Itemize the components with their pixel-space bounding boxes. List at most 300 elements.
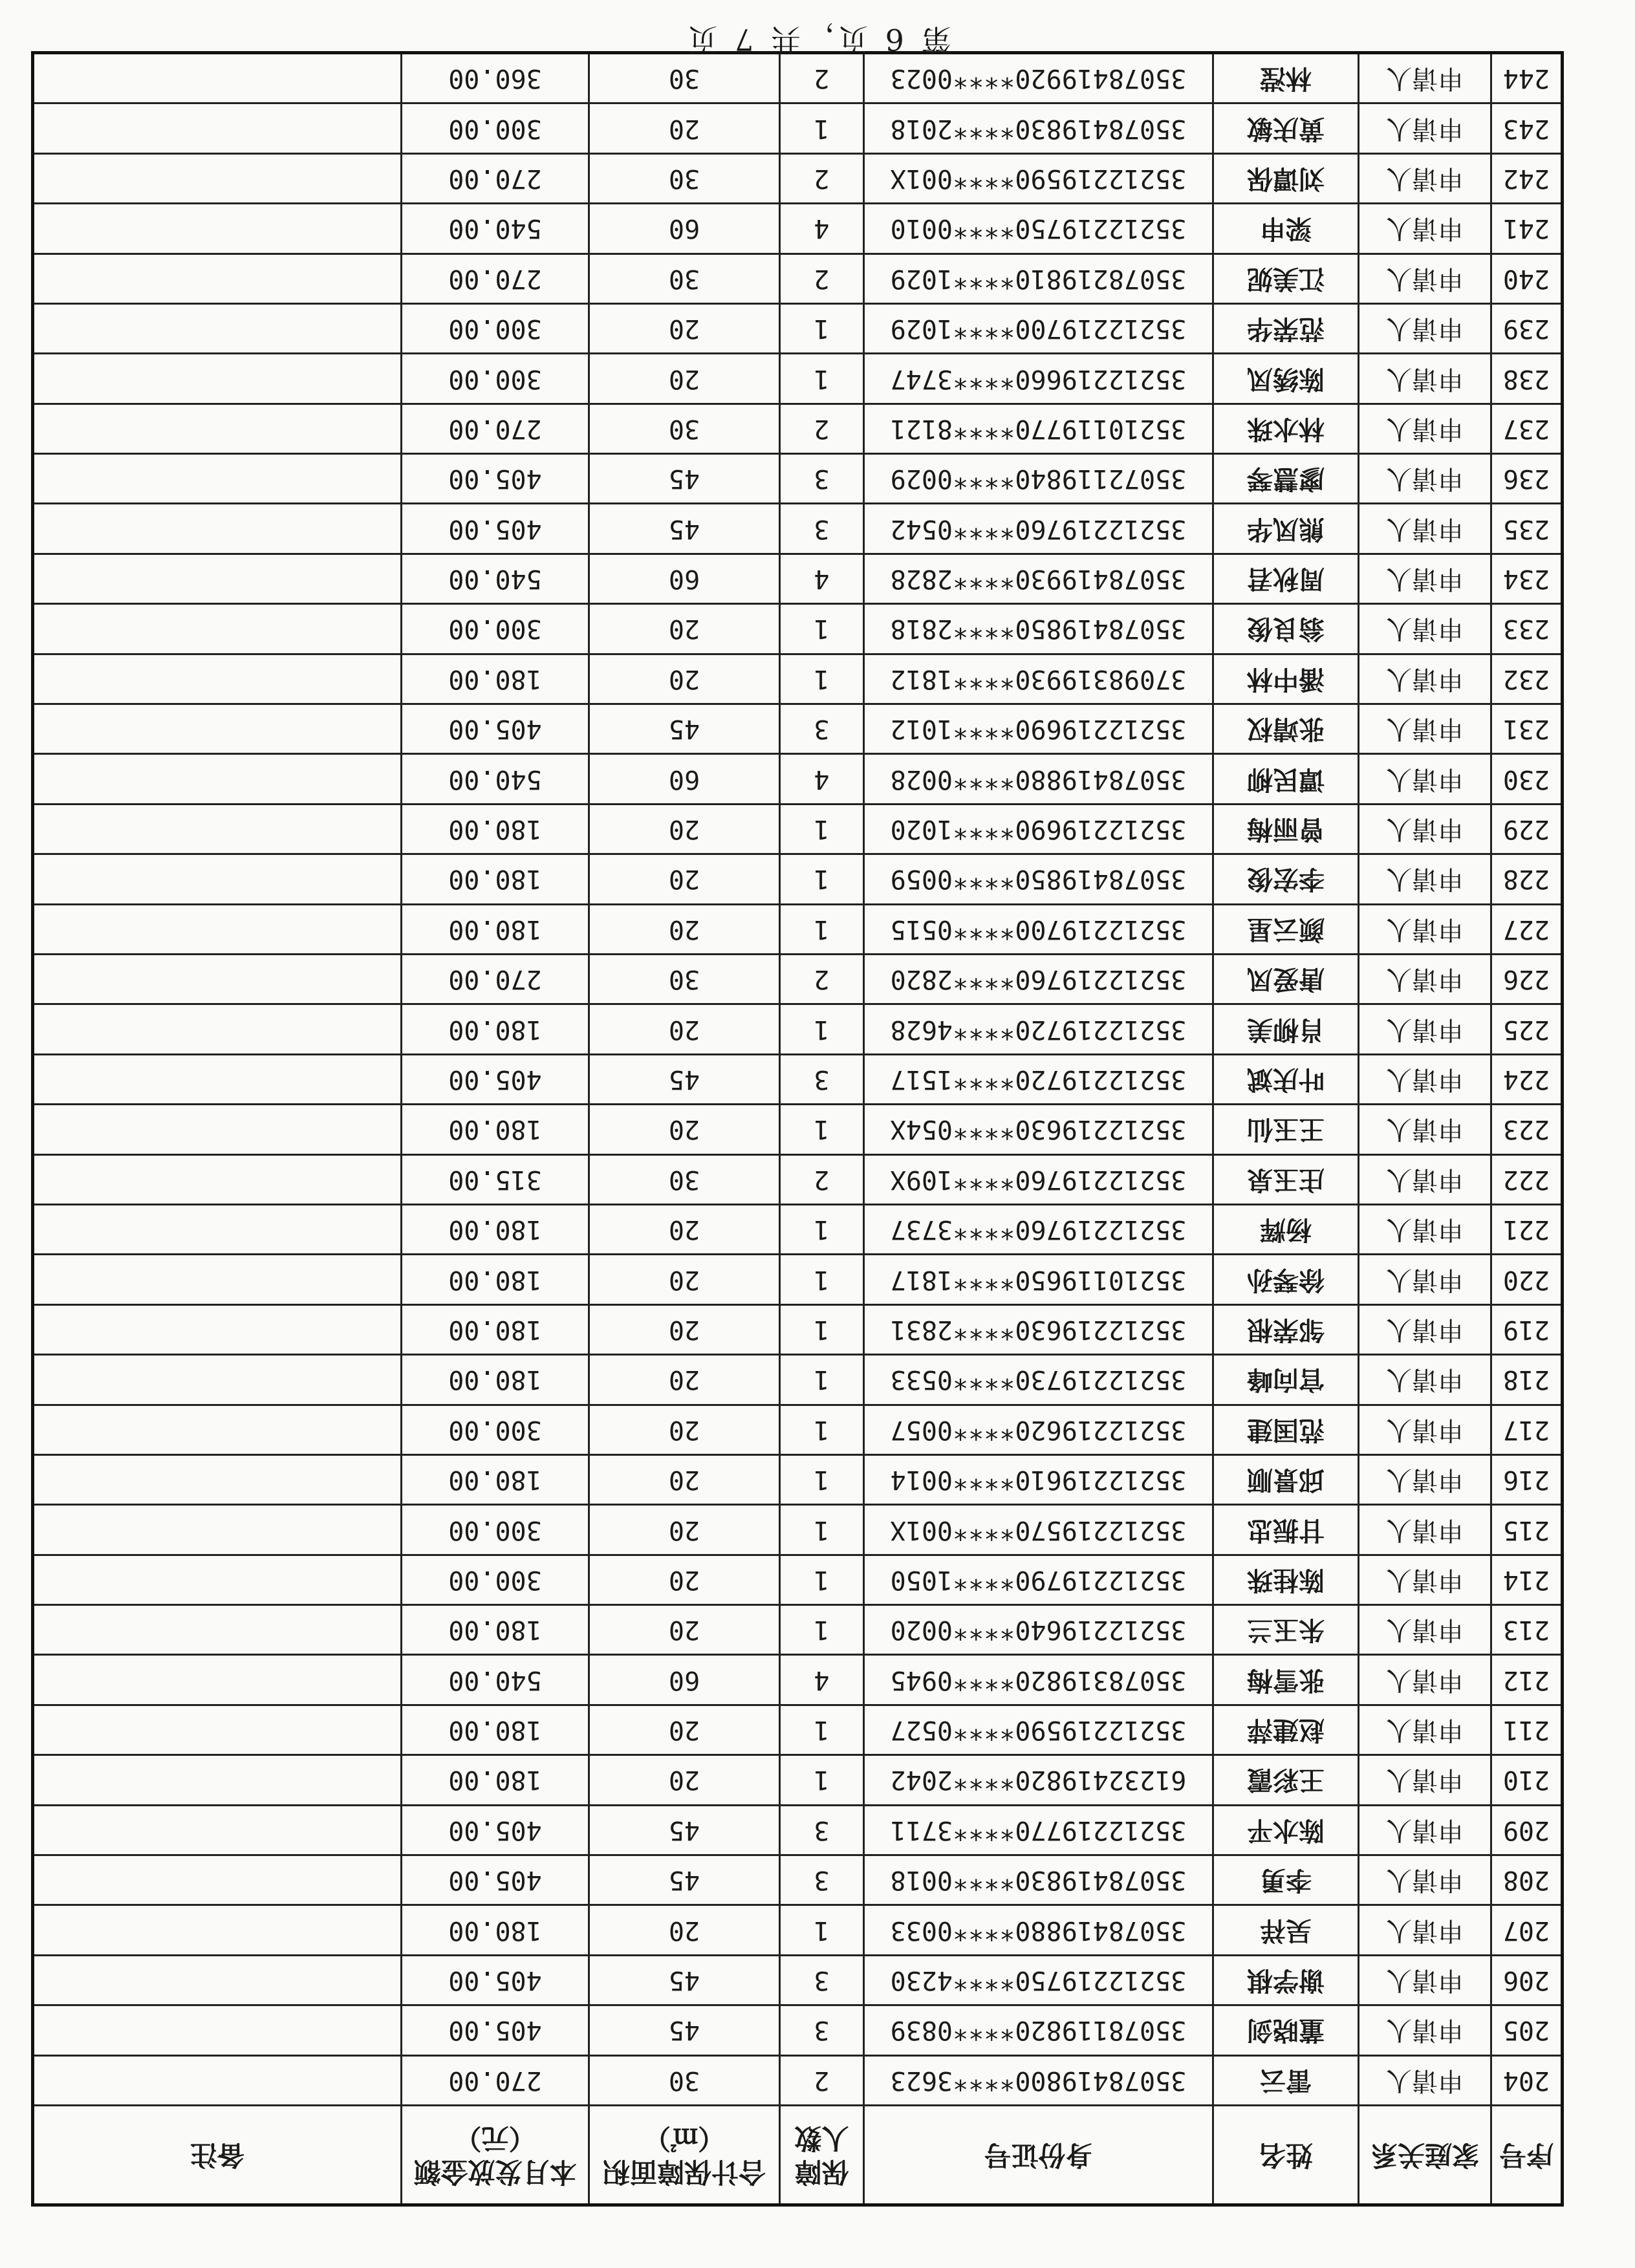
cell-amount: 405.00 — [402, 504, 589, 554]
cell-amount: 270.00 — [402, 153, 589, 203]
table-body — [33, 52, 1563, 2105]
cell-name: 林水珠 — [1213, 404, 1359, 453]
cell-seq: 206 — [1491, 1955, 1563, 2005]
cell-name: 赵建萍 — [1213, 1705, 1359, 1755]
cell-relation: 申请人 — [1359, 1705, 1491, 1755]
cell-seq: 228 — [1491, 854, 1563, 904]
cell-remark — [33, 354, 402, 404]
cell-id-number: 35212219630****2831 — [864, 1304, 1213, 1354]
cell-persons: 3 — [780, 1855, 864, 1905]
cell-id-number: 35212219610****0014 — [864, 1454, 1213, 1504]
cell-seq: 215 — [1491, 1505, 1563, 1555]
cell-area: 30 — [589, 153, 780, 203]
cell-amount: 180.00 — [402, 654, 589, 704]
cell-amount: 405.00 — [402, 704, 589, 754]
cell-area: 30 — [589, 955, 780, 1004]
cell-persons: 1 — [780, 1255, 864, 1304]
cell-seq: 236 — [1491, 454, 1563, 504]
cell-name: 潘中林 — [1213, 654, 1359, 704]
cell-amount: 300.00 — [402, 103, 589, 153]
cell-remark — [33, 1705, 402, 1755]
header-seq: 序号 — [1491, 2106, 1563, 2205]
cell-name: 雷云 — [1213, 2055, 1359, 2105]
cell-relation: 申请人 — [1359, 52, 1491, 103]
cell-name: 谭民柳 — [1213, 754, 1359, 804]
cell-area: 60 — [589, 204, 780, 254]
cell-seq: 243 — [1491, 103, 1563, 153]
cell-persons: 2 — [780, 52, 864, 103]
cell-amount: 180.00 — [402, 1454, 589, 1504]
cell-seq: 205 — [1491, 2005, 1563, 2055]
cell-remark — [33, 1454, 402, 1504]
cell-persons: 4 — [780, 1655, 864, 1705]
cell-name: 张雪梅 — [1213, 1655, 1359, 1705]
cell-remark — [33, 1054, 402, 1104]
cell-id-number: 35212219570****001X — [864, 1505, 1213, 1555]
cell-remark — [33, 1605, 402, 1655]
cell-seq: 232 — [1491, 654, 1563, 704]
cell-seq: 211 — [1491, 1705, 1563, 1755]
cell-amount: 405.00 — [402, 1805, 589, 1855]
table-row — [33, 904, 1563, 954]
table-row — [33, 1605, 1563, 1655]
header-remark: 备注 — [33, 2106, 402, 2205]
cell-area: 20 — [589, 1304, 780, 1354]
cell-seq: 204 — [1491, 2055, 1563, 2105]
cell-relation: 申请人 — [1359, 303, 1491, 353]
cell-relation: 申请人 — [1359, 1555, 1491, 1604]
cell-area: 20 — [589, 1004, 780, 1054]
cell-persons: 1 — [780, 1454, 864, 1504]
cell-remark — [33, 1755, 402, 1805]
cell-relation: 申请人 — [1359, 1805, 1491, 1855]
cell-seq: 218 — [1491, 1355, 1563, 1405]
cell-persons: 1 — [780, 1355, 864, 1405]
cell-amount: 180.00 — [402, 904, 589, 954]
cell-seq: 219 — [1491, 1304, 1563, 1354]
cell-name: 王玉仙 — [1213, 1105, 1359, 1154]
cell-name: 庄玉泉 — [1213, 1154, 1359, 1204]
cell-relation: 申请人 — [1359, 153, 1491, 203]
cell-persons: 1 — [780, 804, 864, 854]
table-row — [33, 1004, 1563, 1054]
cell-id-number: 35212219750****4230 — [864, 1955, 1213, 2005]
cell-area: 20 — [589, 904, 780, 954]
cell-name: 范国建 — [1213, 1405, 1359, 1454]
cell-seq: 224 — [1491, 1054, 1563, 1104]
cell-remark — [33, 204, 402, 254]
cell-seq: 231 — [1491, 704, 1563, 754]
cell-seq: 216 — [1491, 1454, 1563, 1504]
cell-name: 官向峰 — [1213, 1355, 1359, 1405]
table-row — [33, 1105, 1563, 1154]
cell-persons: 1 — [780, 303, 864, 353]
table-row — [33, 1454, 1563, 1504]
table-row — [33, 554, 1563, 603]
cell-remark — [33, 504, 402, 554]
cell-id-number: 35212219760****2820 — [864, 955, 1213, 1004]
cell-persons: 1 — [780, 1505, 864, 1555]
cell-area: 45 — [589, 1955, 780, 2005]
cell-id-number: 35078419830****2018 — [864, 103, 1213, 153]
cell-relation: 申请人 — [1359, 204, 1491, 254]
cell-relation: 申请人 — [1359, 1755, 1491, 1805]
cell-relation: 申请人 — [1359, 354, 1491, 404]
cell-remark — [33, 604, 402, 654]
cell-amount: 270.00 — [402, 955, 589, 1004]
cell-area: 20 — [589, 1705, 780, 1755]
cell-name: 李勇 — [1213, 1855, 1359, 1905]
cell-remark — [33, 1355, 402, 1405]
cell-remark — [33, 1105, 402, 1154]
cell-name: 邱景顺 — [1213, 1454, 1359, 1504]
table-row — [33, 1555, 1563, 1604]
cell-name: 甘振忠 — [1213, 1505, 1359, 1555]
cell-persons: 1 — [780, 1905, 864, 1955]
cell-remark — [33, 1154, 402, 1204]
table-row — [33, 404, 1563, 453]
cell-seq: 212 — [1491, 1655, 1563, 1705]
cell-id-number: 35078219810****1029 — [864, 254, 1213, 303]
cell-amount: 405.00 — [402, 1855, 589, 1905]
cell-remark — [33, 904, 402, 954]
cell-area: 30 — [589, 2055, 780, 2105]
cell-remark — [33, 704, 402, 754]
cell-id-number: 35078419830****0018 — [864, 1855, 1213, 1905]
cell-area: 45 — [589, 1855, 780, 1905]
table-row — [33, 153, 1563, 203]
cell-relation: 申请人 — [1359, 754, 1491, 804]
cell-id-number: 35078419850****2818 — [864, 604, 1213, 654]
cell-area: 30 — [589, 1154, 780, 1204]
cell-persons: 1 — [780, 654, 864, 704]
cell-amount: 180.00 — [402, 1605, 589, 1655]
cell-name: 张靖权 — [1213, 704, 1359, 754]
cell-seq: 237 — [1491, 404, 1563, 453]
cell-amount: 180.00 — [402, 1105, 589, 1154]
cell-area: 45 — [589, 1805, 780, 1855]
cell-area: 20 — [589, 1555, 780, 1604]
cell-id-number: 35212219690****1020 — [864, 804, 1213, 854]
cell-persons: 1 — [780, 1004, 864, 1054]
cell-relation: 申请人 — [1359, 854, 1491, 904]
cell-area: 20 — [589, 103, 780, 153]
cell-area: 60 — [589, 554, 780, 603]
table-row — [33, 354, 1563, 404]
cell-persons: 3 — [780, 1955, 864, 2005]
table-row — [33, 1304, 1563, 1354]
cell-persons: 2 — [780, 153, 864, 203]
cell-persons: 3 — [780, 2005, 864, 2055]
cell-persons: 4 — [780, 204, 864, 254]
cell-persons: 1 — [780, 854, 864, 904]
cell-remark — [33, 1505, 402, 1555]
cell-name: 刘谭保 — [1213, 153, 1359, 203]
cell-name: 周秋君 — [1213, 554, 1359, 603]
cell-amount: 180.00 — [402, 1004, 589, 1054]
table-header-row — [33, 2106, 1563, 2205]
cell-name: 陈绣凤 — [1213, 354, 1359, 404]
cell-remark — [33, 1304, 402, 1354]
cell-id-number: 35212219760****0542 — [864, 504, 1213, 554]
cell-id-number: 35212219630****054X — [864, 1105, 1213, 1154]
table-row — [33, 1405, 1563, 1454]
table-row — [33, 654, 1563, 704]
cell-id-number: 35212219620****0057 — [864, 1405, 1213, 1454]
cell-relation: 申请人 — [1359, 254, 1491, 303]
table-row — [33, 504, 1563, 554]
cell-amount: 180.00 — [402, 1204, 589, 1254]
cell-id-number: 35078419920****0023 — [864, 52, 1213, 103]
header-amount: 本月发放金额（元） — [402, 2106, 589, 2205]
cell-persons: 4 — [780, 754, 864, 804]
table-row — [33, 854, 1563, 904]
table-row — [33, 2005, 1563, 2055]
cell-remark — [33, 1955, 402, 2005]
cell-remark — [33, 1405, 402, 1454]
cell-relation: 申请人 — [1359, 1255, 1491, 1304]
cell-seq: 238 — [1491, 354, 1563, 404]
cell-amount: 315.00 — [402, 1154, 589, 1204]
table-row — [33, 1204, 1563, 1254]
cell-relation: 申请人 — [1359, 1105, 1491, 1154]
cell-amount: 180.00 — [402, 1355, 589, 1405]
table-row — [33, 1054, 1563, 1104]
cell-id-number: 35212219750****0010 — [864, 204, 1213, 254]
cell-relation: 申请人 — [1359, 1605, 1491, 1655]
cell-area: 20 — [589, 303, 780, 353]
table-row — [33, 1955, 1563, 2005]
cell-seq: 240 — [1491, 254, 1563, 303]
cell-amount: 180.00 — [402, 1255, 589, 1304]
cell-name: 谢学棋 — [1213, 1955, 1359, 2005]
cell-id-number: 35212219790****1050 — [864, 1555, 1213, 1604]
cell-relation: 申请人 — [1359, 604, 1491, 654]
cell-area: 20 — [589, 1355, 780, 1405]
cell-relation: 申请人 — [1359, 1505, 1491, 1555]
cell-amount: 270.00 — [402, 2055, 589, 2105]
cell-amount: 270.00 — [402, 404, 589, 453]
cell-name: 王彩霞 — [1213, 1755, 1359, 1805]
cell-remark — [33, 2055, 402, 2105]
cell-id-number: 35072119840****0029 — [864, 454, 1213, 504]
cell-area: 20 — [589, 1454, 780, 1504]
cell-amount: 300.00 — [402, 1405, 589, 1454]
cell-name: 李宏俊 — [1213, 854, 1359, 904]
cell-id-number: 35212219730****0533 — [864, 1355, 1213, 1405]
cell-remark — [33, 654, 402, 704]
table-row — [33, 1705, 1563, 1755]
table-row — [33, 254, 1563, 303]
cell-id-number: 35212219590****0527 — [864, 1705, 1213, 1755]
cell-area: 45 — [589, 504, 780, 554]
cell-relation: 申请人 — [1359, 504, 1491, 554]
cell-amount: 300.00 — [402, 1505, 589, 1555]
cell-id-number: 35212219590****001X — [864, 153, 1213, 203]
cell-name: 徐琴孙 — [1213, 1255, 1359, 1304]
cell-persons: 1 — [780, 1204, 864, 1254]
cell-area: 45 — [589, 2005, 780, 2055]
cell-amount: 540.00 — [402, 1655, 589, 1705]
cell-id-number: 35078419930****2828 — [864, 554, 1213, 603]
cell-remark — [33, 103, 402, 153]
cell-name: 唐爱凤 — [1213, 955, 1359, 1004]
cell-seq: 227 — [1491, 904, 1563, 954]
table-row — [33, 1355, 1563, 1405]
cell-id-number: 61232419820****2042 — [864, 1755, 1213, 1805]
cell-persons: 2 — [780, 2055, 864, 2105]
cell-remark — [33, 254, 402, 303]
cell-seq: 217 — [1491, 1405, 1563, 1454]
cell-name: 叶庆斌 — [1213, 1054, 1359, 1104]
cell-persons: 1 — [780, 1705, 864, 1755]
table-row — [33, 1755, 1563, 1805]
cell-remark — [33, 2005, 402, 2055]
cell-remark — [33, 754, 402, 804]
cell-remark — [33, 1805, 402, 1855]
cell-relation: 申请人 — [1359, 1855, 1491, 1905]
cell-seq: 229 — [1491, 804, 1563, 854]
cell-relation: 申请人 — [1359, 904, 1491, 954]
cell-amount: 300.00 — [402, 1555, 589, 1604]
cell-area: 30 — [589, 52, 780, 103]
cell-id-number: 35078419850****0059 — [864, 854, 1213, 904]
cell-remark — [33, 1004, 402, 1054]
cell-id-number: 35212219700****1029 — [864, 303, 1213, 353]
cell-area: 20 — [589, 654, 780, 704]
cell-relation: 申请人 — [1359, 1154, 1491, 1204]
cell-persons: 1 — [780, 1555, 864, 1604]
cell-relation: 申请人 — [1359, 1004, 1491, 1054]
cell-persons: 1 — [780, 354, 864, 404]
cell-amount: 405.00 — [402, 1955, 589, 2005]
cell-relation: 申请人 — [1359, 1454, 1491, 1504]
cell-seq: 234 — [1491, 554, 1563, 603]
cell-seq: 226 — [1491, 955, 1563, 1004]
cell-id-number: 35212219770****3711 — [864, 1805, 1213, 1855]
table-row — [33, 1805, 1563, 1855]
cell-name: 陈桂珠 — [1213, 1555, 1359, 1604]
cell-amount: 180.00 — [402, 1705, 589, 1755]
cell-id-number: 35078119820****0839 — [864, 2005, 1213, 2055]
cell-seq: 225 — [1491, 1004, 1563, 1054]
cell-area: 20 — [589, 1105, 780, 1154]
cell-relation: 申请人 — [1359, 1405, 1491, 1454]
cell-name: 江美妮 — [1213, 254, 1359, 303]
header-persons: 保障人数 — [780, 2106, 864, 2205]
cell-name: 陈水平 — [1213, 1805, 1359, 1855]
cell-relation: 申请人 — [1359, 1905, 1491, 1955]
allowance-table — [31, 51, 1564, 2207]
cell-relation: 申请人 — [1359, 1355, 1491, 1405]
cell-amount: 300.00 — [402, 354, 589, 404]
header-relation: 家庭关系 — [1359, 2106, 1491, 2205]
cell-relation: 申请人 — [1359, 404, 1491, 453]
cell-amount: 540.00 — [402, 204, 589, 254]
cell-seq: 223 — [1491, 1105, 1563, 1154]
cell-remark — [33, 153, 402, 203]
cell-name: 颜云星 — [1213, 904, 1359, 954]
table-row — [33, 103, 1563, 153]
cell-id-number: 35210119770****8121 — [864, 404, 1213, 453]
cell-relation: 申请人 — [1359, 1304, 1491, 1354]
cell-seq: 213 — [1491, 1605, 1563, 1655]
cell-seq: 241 — [1491, 204, 1563, 254]
table-row — [33, 2055, 1563, 2105]
cell-relation: 申请人 — [1359, 454, 1491, 504]
cell-name: 翁良俊 — [1213, 604, 1359, 654]
cell-remark — [33, 1255, 402, 1304]
cell-remark — [33, 554, 402, 603]
cell-persons: 3 — [780, 454, 864, 504]
cell-area: 20 — [589, 854, 780, 904]
cell-persons: 3 — [780, 1054, 864, 1104]
cell-id-number: 35078419880****0028 — [864, 754, 1213, 804]
cell-persons: 1 — [780, 1405, 864, 1454]
cell-amount: 540.00 — [402, 754, 589, 804]
cell-amount: 180.00 — [402, 804, 589, 854]
cell-seq: 208 — [1491, 1855, 1563, 1905]
cell-id-number: 35210119650****1817 — [864, 1255, 1213, 1304]
cell-amount: 405.00 — [402, 1054, 589, 1104]
cell-name: 廖慧琴 — [1213, 454, 1359, 504]
cell-relation: 申请人 — [1359, 1204, 1491, 1254]
cell-relation: 申请人 — [1359, 103, 1491, 153]
cell-area: 20 — [589, 1755, 780, 1805]
cell-name: 吴祥 — [1213, 1905, 1359, 1955]
cell-area: 30 — [589, 404, 780, 453]
cell-remark — [33, 854, 402, 904]
cell-seq: 222 — [1491, 1154, 1563, 1204]
table-row — [33, 1505, 1563, 1555]
cell-remark — [33, 1555, 402, 1604]
cell-id-number: 35212219760****3737 — [864, 1204, 1213, 1254]
cell-relation: 申请人 — [1359, 704, 1491, 754]
cell-persons: 3 — [780, 504, 864, 554]
cell-seq: 239 — [1491, 303, 1563, 353]
cell-relation: 申请人 — [1359, 955, 1491, 1004]
cell-persons: 2 — [780, 254, 864, 303]
cell-area: 45 — [589, 1054, 780, 1104]
cell-amount: 300.00 — [402, 604, 589, 654]
table-row — [33, 955, 1563, 1004]
page-number: 第 6 页，共 7 页 — [684, 22, 951, 57]
cell-persons: 1 — [780, 1304, 864, 1354]
table-row — [33, 204, 1563, 254]
cell-remark — [33, 804, 402, 854]
cell-id-number: 35212219760****109X — [864, 1154, 1213, 1204]
cell-persons: 1 — [780, 1755, 864, 1805]
cell-persons: 3 — [780, 1805, 864, 1855]
cell-remark — [33, 955, 402, 1004]
cell-relation: 申请人 — [1359, 1054, 1491, 1104]
cell-amount: 180.00 — [402, 854, 589, 904]
cell-name: 林滢 — [1213, 52, 1359, 103]
cell-area: 60 — [589, 1655, 780, 1705]
cell-persons: 1 — [780, 904, 864, 954]
table-row — [33, 604, 1563, 654]
cell-seq: 214 — [1491, 1555, 1563, 1604]
cell-name: 黄庆敏 — [1213, 103, 1359, 153]
cell-area: 20 — [589, 1255, 780, 1304]
cell-area: 60 — [589, 754, 780, 804]
cell-name: 杨辉 — [1213, 1204, 1359, 1254]
cell-area: 20 — [589, 1505, 780, 1555]
cell-id-number: 35212219720****1517 — [864, 1054, 1213, 1104]
cell-persons: 1 — [780, 1105, 864, 1154]
header-name: 姓名 — [1213, 2106, 1359, 2205]
cell-amount: 360.00 — [402, 52, 589, 103]
